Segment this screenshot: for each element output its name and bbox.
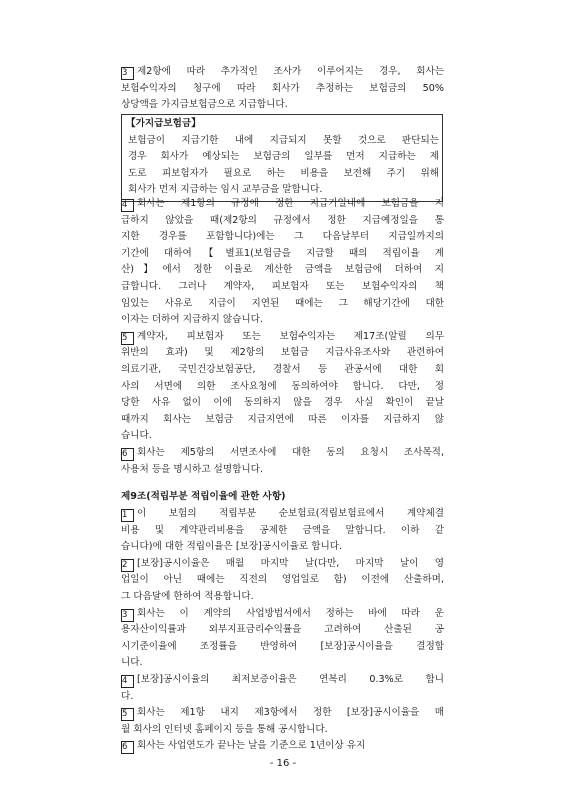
clause-number-badge: 3 bbox=[121, 609, 134, 622]
line-text: 기간에 대하여【별표1(보험금을 지급할 때의 적립이율 계 bbox=[121, 247, 444, 259]
line-text: 이 보험의 적립부분 순보험료(적립보험료에서 계약체결 bbox=[137, 508, 444, 519]
text-line bbox=[121, 689, 444, 706]
clause-number-badge: 1 bbox=[121, 509, 134, 522]
text-line bbox=[121, 556, 444, 573]
line-text: 상당액을 가지급보험금으로 지급합니다. bbox=[121, 99, 288, 111]
line-text: 회사는 제5항의 서면조사에 대한 동의 요청시 조사목적, bbox=[137, 446, 444, 458]
clause-number-badge: 5 bbox=[121, 332, 134, 345]
line-text: 비용 및 계약관리비용을 공제한 금액을 말합니다. 이하 같 bbox=[121, 524, 444, 536]
text-line bbox=[121, 462, 444, 479]
paragraph-block-2 bbox=[121, 196, 444, 478]
line-text: [보장]공시이율의 최저보증이율은 연복리 0.3%로 합니 bbox=[137, 673, 444, 685]
line-text: 습니다. bbox=[121, 430, 152, 442]
text-line bbox=[121, 329, 444, 346]
text-line bbox=[121, 81, 444, 98]
line-text: 사용처 등을 명시하고 설명합니다. bbox=[121, 463, 263, 475]
text-line bbox=[121, 64, 444, 81]
definition-box-body bbox=[122, 133, 442, 199]
line-text: 급하지 않았을 때(제2항의 규정에서 정한 지급예정일을 통 bbox=[121, 214, 444, 226]
line-text: 월 회사의 인터넷 홈페이지 등을 통해 공시합니다. bbox=[121, 723, 328, 735]
line-text: 임있는 사유로 지급이 지연된 때에는 그 해당기간에 대한 bbox=[121, 297, 444, 309]
line-text: 업일이 아닌 때에는 직전의 영업일로 함) 이전에 산출하며, bbox=[121, 574, 444, 586]
text-line bbox=[121, 428, 444, 445]
text-line bbox=[121, 445, 444, 462]
definition-box bbox=[121, 114, 443, 202]
text-line bbox=[121, 639, 444, 656]
text-line bbox=[121, 722, 444, 739]
text-line bbox=[121, 622, 444, 639]
text-line bbox=[121, 412, 444, 429]
text-line bbox=[121, 262, 444, 279]
text-line bbox=[121, 606, 444, 623]
line-text: 니다. bbox=[121, 657, 143, 669]
definition-box-title: 【가지급보험금】 bbox=[126, 118, 201, 129]
line-text: 산)】에서 정한 이율로 계산한 금액을 보험금에 더하여 지 bbox=[121, 264, 444, 276]
line-text: 회사는 사업연도가 끝나는 날을 기준으로 1년이상 유지 bbox=[137, 740, 366, 752]
line-text: 이자는 더하여 지급하지 않습니다. bbox=[121, 314, 263, 326]
text-line bbox=[121, 705, 444, 722]
text-line bbox=[121, 738, 444, 755]
text-line bbox=[121, 395, 444, 412]
paragraph-block-3 bbox=[121, 506, 444, 755]
text-line bbox=[121, 539, 444, 556]
clause-number-badge: 6 bbox=[121, 741, 134, 754]
text-line bbox=[121, 589, 444, 606]
clause-number-badge: 4 bbox=[121, 675, 134, 688]
text-line bbox=[121, 213, 444, 230]
text-line bbox=[121, 246, 444, 263]
line-text: 사의 서면에 의한 조사요청에 동의하여야 합니다. 다만, 정 bbox=[121, 380, 444, 392]
line-text: [보장]공시이율은 매월 마지막 날(다만, 마지막 날이 영 bbox=[137, 557, 444, 569]
line-text: 시기준이율에 조정률을 반영하여 [보장]공시이율을 결정합 bbox=[121, 640, 444, 652]
line-text: 회사는 제1항 내지 제3항에서 정한 [보장]공시이율을 매 bbox=[137, 707, 444, 719]
line-text: 계약자, 피보험자 또는 보험수익자는 제17조(알릴 의무 bbox=[137, 330, 444, 342]
line-text: 제2항에 따라 추가적인 조사가 이루어지는 경우, 회사는 bbox=[137, 66, 444, 77]
paragraph-block-1 bbox=[121, 64, 444, 114]
text-line bbox=[121, 655, 444, 672]
clause-number-badge: 4 bbox=[121, 199, 134, 212]
text-line bbox=[121, 506, 444, 523]
text-line bbox=[121, 362, 444, 379]
definition-box-line: 경우 회사가 예상되는 보험금의 일부를 먼저 지급하는 제 bbox=[128, 151, 439, 163]
clause-number-badge: 6 bbox=[121, 448, 134, 461]
line-text: 습니다)에 대한 적립이율은 [보장]공시이율로 합니다. bbox=[121, 541, 343, 553]
definition-box-line: 보험금이 지급기한 내에 지급되지 못할 것으로 판단되는 bbox=[128, 134, 439, 146]
text-line bbox=[121, 672, 444, 689]
text-line bbox=[121, 97, 444, 114]
line-text: 회사는 제1항의 규정에 정한 지급기일내에 보험금을 지 bbox=[137, 198, 444, 209]
text-line bbox=[121, 279, 444, 296]
text-line bbox=[121, 379, 444, 396]
line-text: 회사는 이 계약의 사업방법서에서 정하는 바에 따라 운 bbox=[137, 607, 444, 619]
line-text: 급합니다. 그러나 계약자, 피보험자 또는 보험수익자의 책 bbox=[121, 280, 444, 292]
line-text: 그 다음달에 한하여 적용합니다. bbox=[121, 590, 254, 602]
clause-number-badge: 2 bbox=[121, 559, 134, 572]
line-text: 다. bbox=[121, 690, 134, 702]
text-line bbox=[121, 345, 444, 362]
line-text: 때까지 회사는 보험금 지급지연에 따른 이자를 지급하지 않 bbox=[121, 413, 444, 425]
clause-number-badge: 3 bbox=[121, 67, 134, 80]
section-heading: 제9조(적립부분 적립이율에 관한 사항) bbox=[121, 491, 286, 502]
line-text: 당한 사유 없이 이에 동의하지 않을 경우 사실 확인이 끝날 bbox=[121, 397, 444, 409]
definition-box-line: 도로 피보험자가 필요로 하는 비용을 보전해 주기 위해 bbox=[128, 167, 439, 179]
text-line bbox=[121, 196, 444, 213]
line-text: 보험수익자의 청구에 따라 회사가 추정하는 보험금의 50% bbox=[121, 82, 444, 94]
page-number: - 16 - bbox=[269, 758, 297, 769]
text-line bbox=[121, 229, 444, 246]
line-text: 위반의 효과) 및 제2항의 보험금 지급사유조사와 관련하여 bbox=[121, 347, 444, 359]
text-line bbox=[121, 572, 444, 589]
definition-box-line: 회사가 먼저 지급하는 임시 교부금을 말합니다. bbox=[128, 184, 323, 196]
line-text: 지한 경우를 포함합니다)에는 그 다음날부터 지급일까지의 bbox=[121, 231, 444, 243]
line-text: 용자산이익률과 외부지표금리수익률을 고려하여 산출된 공 bbox=[121, 624, 444, 636]
text-line bbox=[121, 523, 444, 540]
text-line bbox=[121, 296, 444, 313]
text-line bbox=[121, 312, 444, 329]
clause-number-badge: 5 bbox=[121, 708, 134, 721]
line-text: 의료기관, 국민건강보험공단, 경찰서 등 관공서에 대한 회 bbox=[121, 363, 444, 375]
